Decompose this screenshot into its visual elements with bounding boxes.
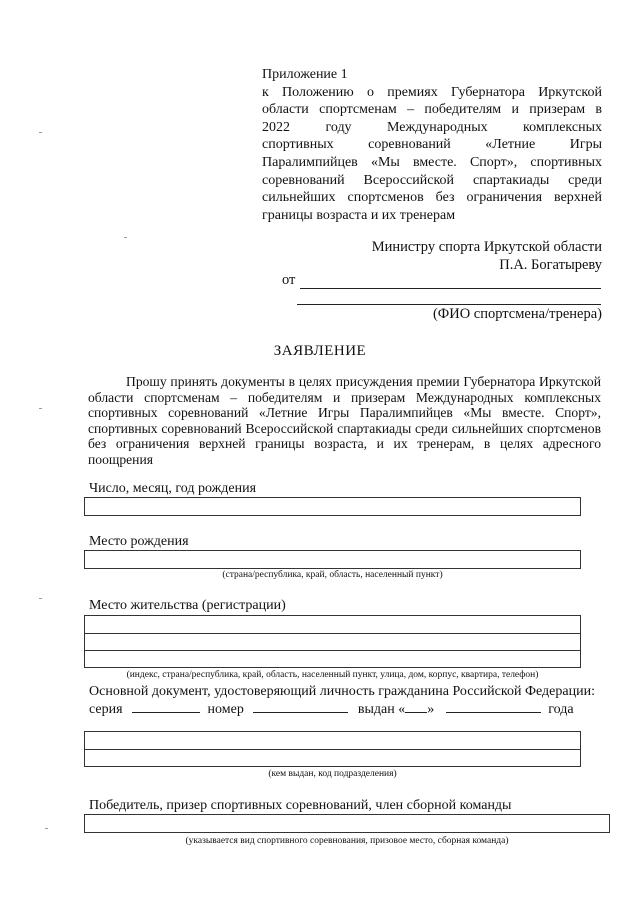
appendix-line: к Положению о премиях Губернатора Иркутской (262, 84, 602, 100)
birth-place-field[interactable] (84, 550, 581, 569)
appendix-line: Паралимпийцев «Мы вместе. Спорт», спортивных (262, 154, 602, 170)
appendix-line: сильнейших спортсменов без ограничения верхней (262, 190, 602, 206)
addressee-name: П.А. Богатыреву (499, 257, 602, 273)
winner-label: Победитель, призер спортивных соревнований, член сборной команды (89, 798, 512, 813)
from-label: от (282, 272, 296, 288)
appendix-line: соревнований Всероссийской спартакиады среди (262, 172, 602, 188)
year-label: года (548, 702, 574, 717)
addressee-position: Министру спорта Иркутской области (371, 239, 602, 255)
from-input-line-2[interactable] (297, 304, 601, 305)
series-label: серия (89, 702, 123, 717)
appendix-line: спортивных соревнований «Летние Игры (262, 137, 602, 153)
birth-date-field[interactable] (84, 497, 581, 516)
residence-label: Место жительства (регистрации) (89, 598, 286, 613)
number-input[interactable] (253, 700, 348, 713)
issued-date-input[interactable] (446, 700, 541, 713)
issued-by-field[interactable] (84, 731, 581, 767)
birth-place-hint: (страна/республика, край, область, населенный пункт) (222, 570, 443, 580)
body-paragraph (88, 374, 601, 468)
appendix-line: области спортсменам – победителям и призерам в (262, 102, 602, 118)
appendix-line: границы возраста и их тренерам (262, 207, 456, 223)
appendix-header (262, 66, 602, 224)
issued-by-hint: (кем выдан, код подразделения) (268, 769, 397, 779)
addressee (372, 238, 602, 274)
issued-quote-close: » (427, 702, 435, 717)
number-label: номер (207, 702, 244, 717)
appendix-line: 2022 году Международных комплексных (262, 119, 602, 135)
document-details-row (89, 700, 574, 718)
document-title: Основной документ, удостоверяющий личность гражданина Российской Федерации: (89, 684, 595, 699)
appendix-number: Приложение 1 (262, 67, 348, 82)
issued-label: выдан « (357, 702, 406, 717)
fio-caption: (ФИО спортсмена/тренера) (432, 306, 602, 322)
body-text: Прошу принять документы в целях присуждения премии Губернатора Иркутской области спортсменам – победителям и призерам Международных комплексных спортивных соревнований «Летние Игры Паралимпийцев «Мы вместе. Спорт», спортивных соревнований Всероссийской спартакиады среди сильнейших спортсменов без ограничения верхней границы возраста, и их тренерам, в целях адресного поощрения (88, 374, 601, 467)
from-input-line[interactable] (300, 288, 601, 289)
residence-field[interactable] (84, 615, 581, 668)
birth-date-label: Число, месяц, год рождения (89, 481, 257, 496)
winner-hint: (указывается вид спортивного соревнования, призовое место, сборная команда) (185, 836, 509, 846)
issued-day-input[interactable] (405, 700, 427, 713)
winner-field[interactable] (84, 814, 610, 833)
series-input[interactable] (132, 700, 200, 713)
document-title: ЗАЯВЛЕНИЕ (273, 343, 367, 359)
residence-hint: (индекс, страна/республика, край, область, населенный пункт, улица, дом, корпус, квартира, телефон) (126, 670, 539, 680)
birth-place-label: Место рождения (89, 534, 189, 549)
